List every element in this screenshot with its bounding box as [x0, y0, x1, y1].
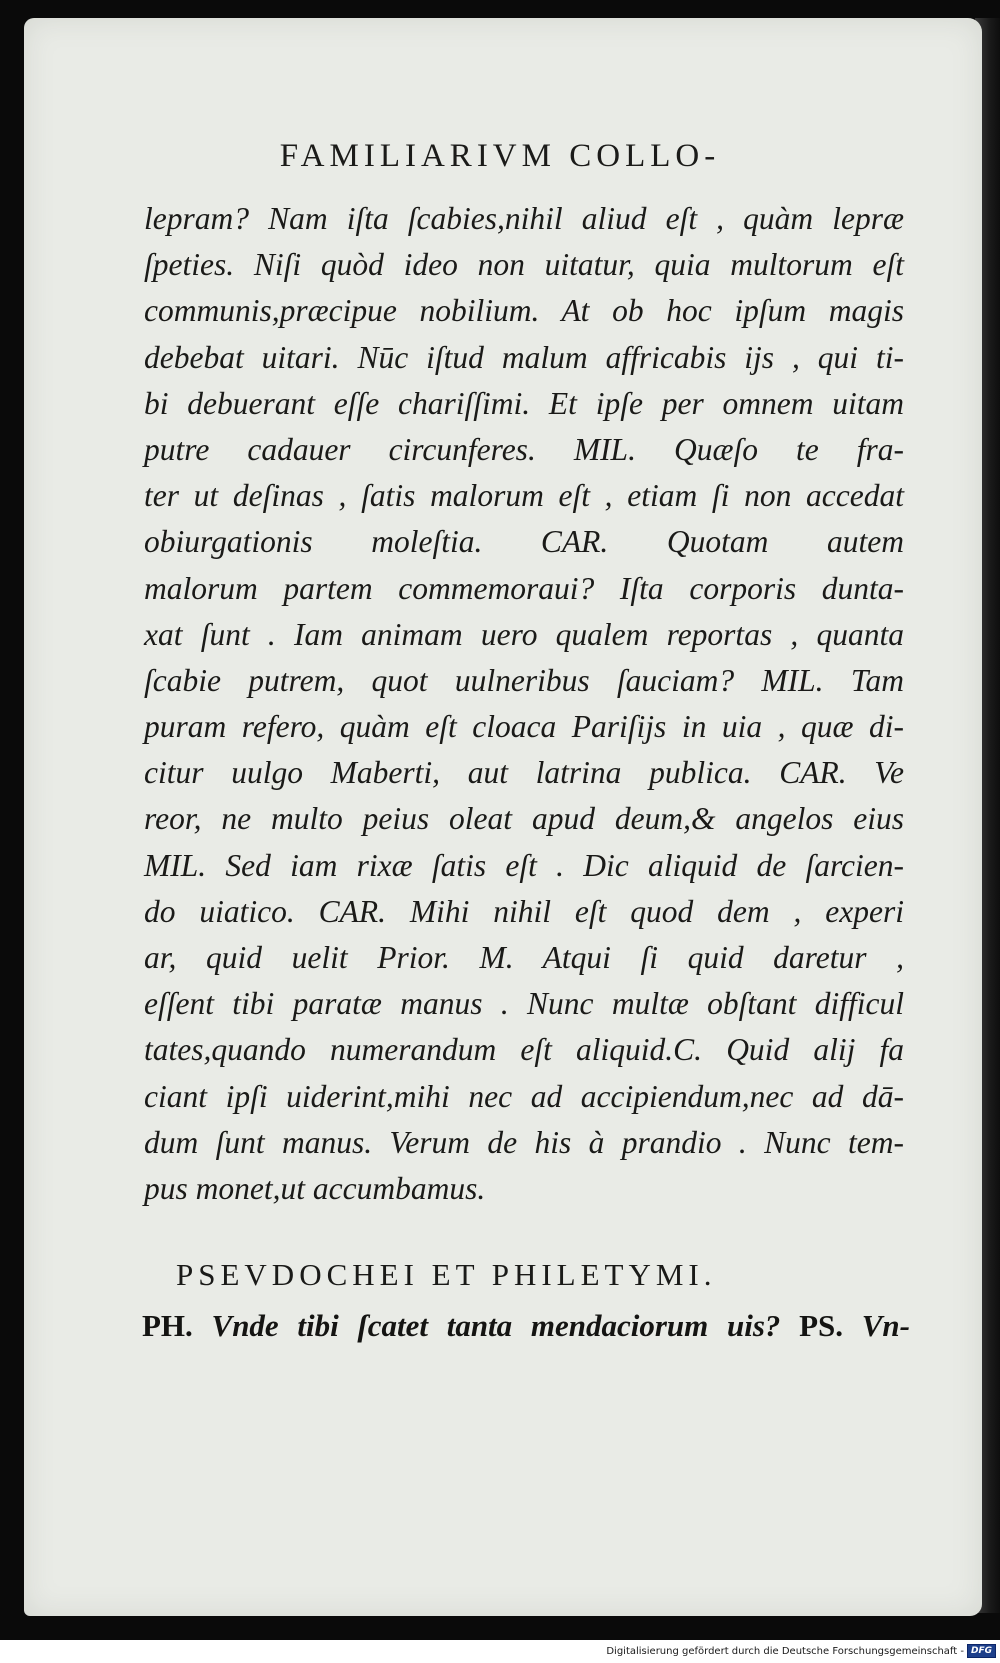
text-line: dum ſunt manus. Verum de his à prandio . Nunc tem-	[144, 1124, 904, 1160]
text-line: putre cadauer circunferes. MIL. Quæſo te fra-	[144, 431, 904, 467]
text-line: communis,præcipue nobilium. At ob hoc ipſum magis	[144, 293, 904, 329]
text-line: MIL. Sed iam rixæ ſatis eſt . Dic aliquid de ſarcien-	[144, 847, 904, 883]
text-line: ciant ipſi uiderint,mihi nec ad accipiendum,nec ad dā-	[144, 1078, 904, 1114]
text-line: lepram? Nam iſta ſcabies,nihil aliud eſt , quàm lepræ	[144, 201, 904, 236]
text-line: eſſent tibi paratæ manus . Nunc multæ obſtant difficul	[144, 986, 904, 1022]
body-text	[144, 196, 904, 1212]
text-line: bi debuerant eſſe chariſſimi. Et ipſe per omnem uitam	[144, 385, 904, 421]
text-line: ſpeties. Niſi quòd ideo non uitatur, quia multorum eſt	[144, 247, 904, 283]
digitization-footer	[590, 1641, 1000, 1663]
speaker-label: PH.	[142, 1308, 193, 1343]
text-line: ſcabie putrem, quot uulneribus ſauciam? MIL. Tam	[144, 662, 904, 698]
text-line: ar, quid uelit Prior. M. Atqui ſi quid daretur ,	[144, 940, 904, 975]
text-line: obiurgationis moleſtia. CAR. Quotam autem	[144, 524, 904, 560]
footer-text: Digitalisierung gefördert durch die Deutsche Forschungsgemeinschaft -	[606, 1646, 964, 1657]
text-line: ter ut deſinas , ſatis malorum eſt , etiam ſi non accedat	[144, 478, 904, 514]
text-line: do uiatico. CAR. Mihi nihil eſt quod dem , experi	[144, 893, 904, 929]
running-head: FAMILIARIVM COLLO-	[279, 138, 721, 174]
dfg-logo-icon: DFG	[967, 1644, 996, 1658]
section-heading: PSEVDOCHEI ET PHILETYMI.	[176, 1257, 717, 1292]
dialogue-line	[142, 1308, 910, 1344]
dialogue-text: Vn-	[861, 1308, 910, 1343]
speaker-label: PS.	[799, 1308, 844, 1343]
text-line: pus monet,ut accumbamus.	[144, 1170, 486, 1206]
dialogue-text: Vnde tibi ſcatet tanta mendaciorum uis?	[211, 1308, 781, 1343]
text-line: puram refero, quàm eſt cloaca Pariſijs in uia , quæ di-	[144, 709, 904, 745]
text-line: debebat uitari. Nūc iſtud malum affricabis ijs , qui ti-	[144, 339, 904, 375]
text-line: citur uulgo Maberti, aut latrina publica. CAR. Ve	[144, 755, 904, 791]
text-line: malorum partem commemoraui? Iſta corporis dunta-	[144, 570, 904, 606]
text-line: reor, ne multo peius oleat apud deum,& angelos eius	[144, 801, 904, 837]
text-line: tates,quando numerandum eſt aliquid.C. Quid alij fa	[144, 1032, 904, 1068]
text-line: xat ſunt . Iam animam uero qualem reportas , quanta	[144, 616, 904, 652]
